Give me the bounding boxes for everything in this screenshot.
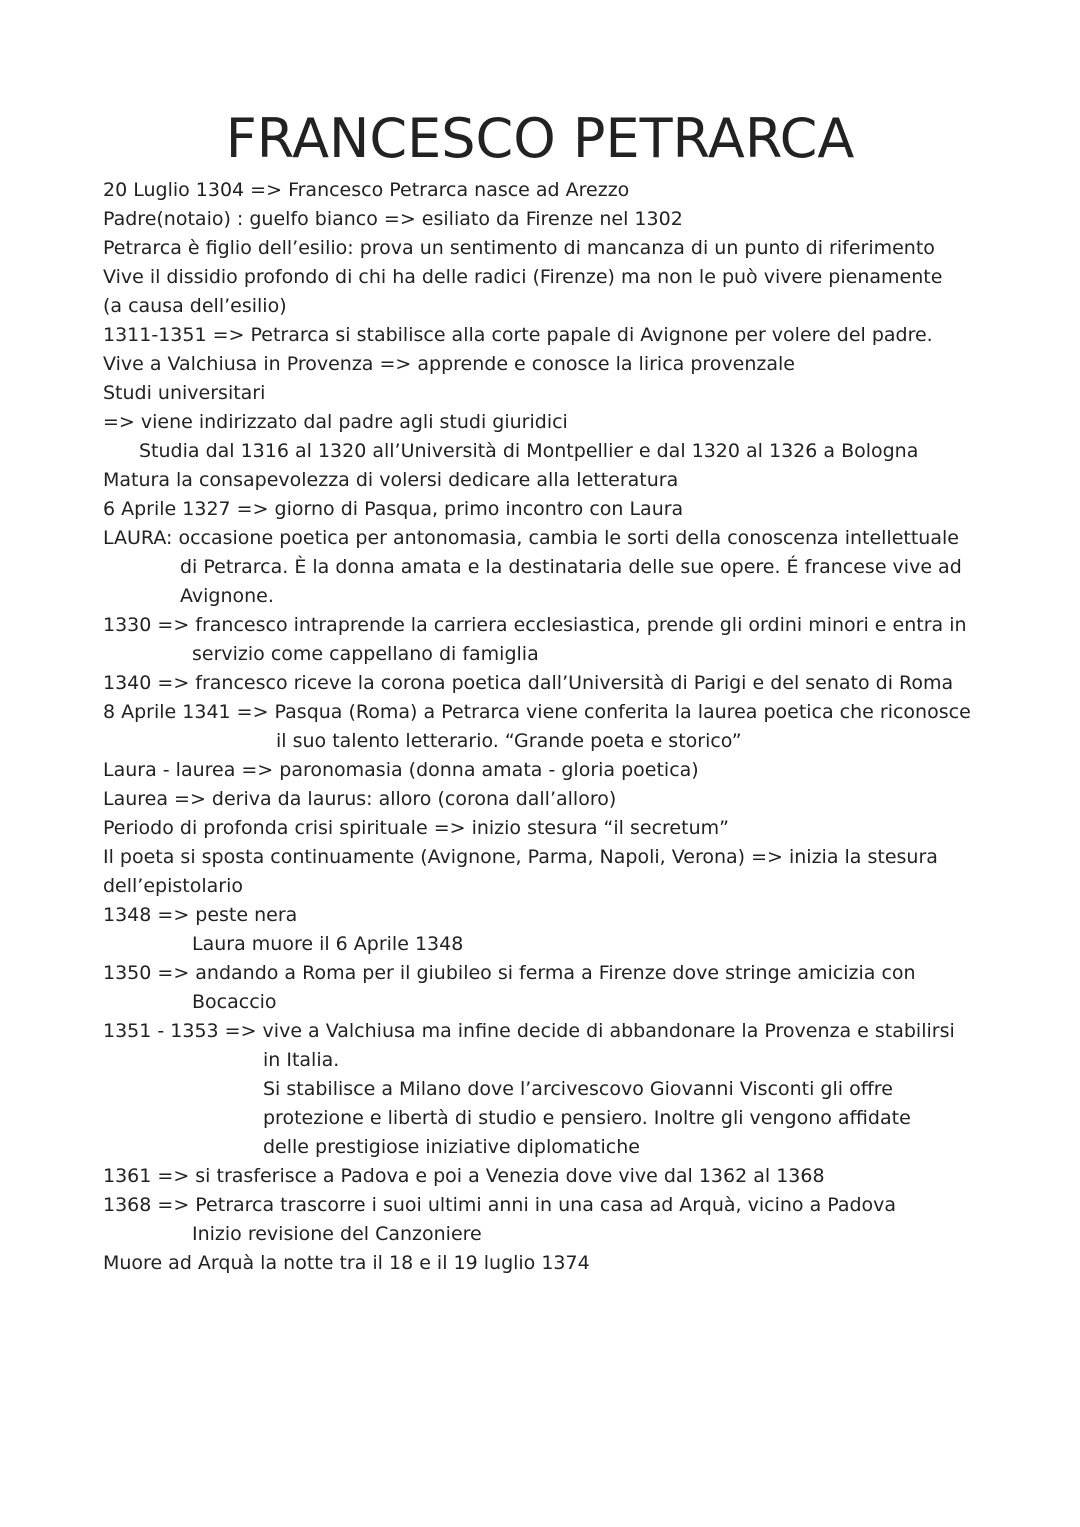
note-line: Studi universitari	[103, 382, 266, 404]
note-line: Muore ad Arquà la notte tra il 18 e il 19 luglio 1374	[103, 1252, 590, 1274]
note-line: Padre(notaio) : guelfo bianco => esiliato da Firenze nel 1302	[103, 208, 683, 230]
note-line: Vive il dissidio profondo di chi ha delle radici (Firenze) ma non le può vivere pienamente	[103, 266, 943, 288]
note-line: (a causa dell’esilio)	[103, 295, 287, 317]
note-line: Bocaccio	[192, 991, 277, 1013]
note-line: Laurea => deriva da laurus: alloro (corona dall’alloro)	[103, 788, 617, 810]
note-line: Si stabilisce a Milano dove l’arcivescovo Giovanni Visconti gli offre	[263, 1078, 893, 1100]
note-line: di Petrarca. È la donna amata e la destinataria delle sue opere. É francese vive ad	[180, 556, 962, 578]
note-line: dell’epistolario	[103, 875, 243, 897]
note-line: 20 Luglio 1304 => Francesco Petrarca nasce ad Arezzo	[103, 179, 630, 201]
page-title: FRANCESCO PETRARCA	[225, 107, 855, 170]
note-line: 6 Aprile 1327 => giorno di Pasqua, primo incontro con Laura	[103, 498, 684, 520]
note-line: Inizio revisione del Canzoniere	[192, 1223, 482, 1245]
note-line: Laura muore il 6 Aprile 1348	[192, 933, 464, 955]
note-line: 1311-1351 => Petrarca si stabilisce alla corte papale di Avignone per volere del padre.	[103, 324, 933, 346]
note-line: delle prestigiose iniziative diplomatiche	[263, 1136, 640, 1158]
note-line: Vive a Valchiusa in Provenza => apprende e conosce la lirica provenzale	[103, 353, 795, 375]
note-line: servizio come cappellano di famiglia	[192, 643, 539, 665]
note-line: 8 Aprile 1341 => Pasqua (Roma) a Petrarca viene conferita la laurea poetica che riconosce	[103, 701, 971, 723]
note-line: 1351 - 1353 => vive a Valchiusa ma infine decide di abbandonare la Provenza e stabilirsi	[103, 1020, 955, 1042]
note-line: LAURA: occasione poetica per antonomasia, cambia le sorti della conoscenza intellettuale	[103, 527, 959, 549]
note-line: 1348 => peste nera	[103, 904, 298, 926]
note-line: 1368 => Petrarca trascorre i suoi ultimi anni in una casa ad Arquà, vicino a Padova	[103, 1194, 897, 1216]
note-line: => viene indirizzato dal padre agli studi giuridici	[103, 411, 568, 433]
note-line: Laura - laurea => paronomasia (donna amata - gloria poetica)	[103, 759, 699, 781]
note-line: Matura la consapevolezza di volersi dedicare alla letteratura	[103, 469, 679, 491]
note-line: 1340 => francesco riceve la corona poetica dall’Università di Parigi e del senato di Roma	[103, 672, 954, 694]
note-line: Periodo di profonda crisi spirituale => inizio stesura “il secretum”	[103, 817, 729, 839]
note-line: Studia dal 1316 al 1320 all’Università di Montpellier e dal 1320 al 1326 a Bologna	[139, 440, 919, 462]
note-line: Avignone.	[180, 585, 274, 607]
note-line: protezione e libertà di studio e pensiero. Inoltre gli vengono affidate	[263, 1107, 911, 1129]
note-line: 1361 => si trasferisce a Padova e poi a Venezia dove vive dal 1362 al 1368	[103, 1165, 825, 1187]
note-line: in Italia.	[263, 1049, 340, 1071]
note-line: il suo talento letterario. “Grande poeta e storico”	[276, 730, 742, 752]
note-line: Il poeta si sposta continuamente (Avignone, Parma, Napoli, Verona) => inizia la stesura	[103, 846, 938, 868]
note-line: 1350 => andando a Roma per il giubileo si ferma a Firenze dove stringe amicizia con	[103, 962, 916, 984]
notes-list	[103, 176, 1003, 1278]
note-line: Petrarca è figlio dell’esilio: prova un sentimento di mancanza di un punto di riferimento	[103, 237, 935, 259]
note-line: 1330 => francesco intraprende la carriera ecclesiastica, prende gli ordini minori e entra in	[103, 614, 967, 636]
